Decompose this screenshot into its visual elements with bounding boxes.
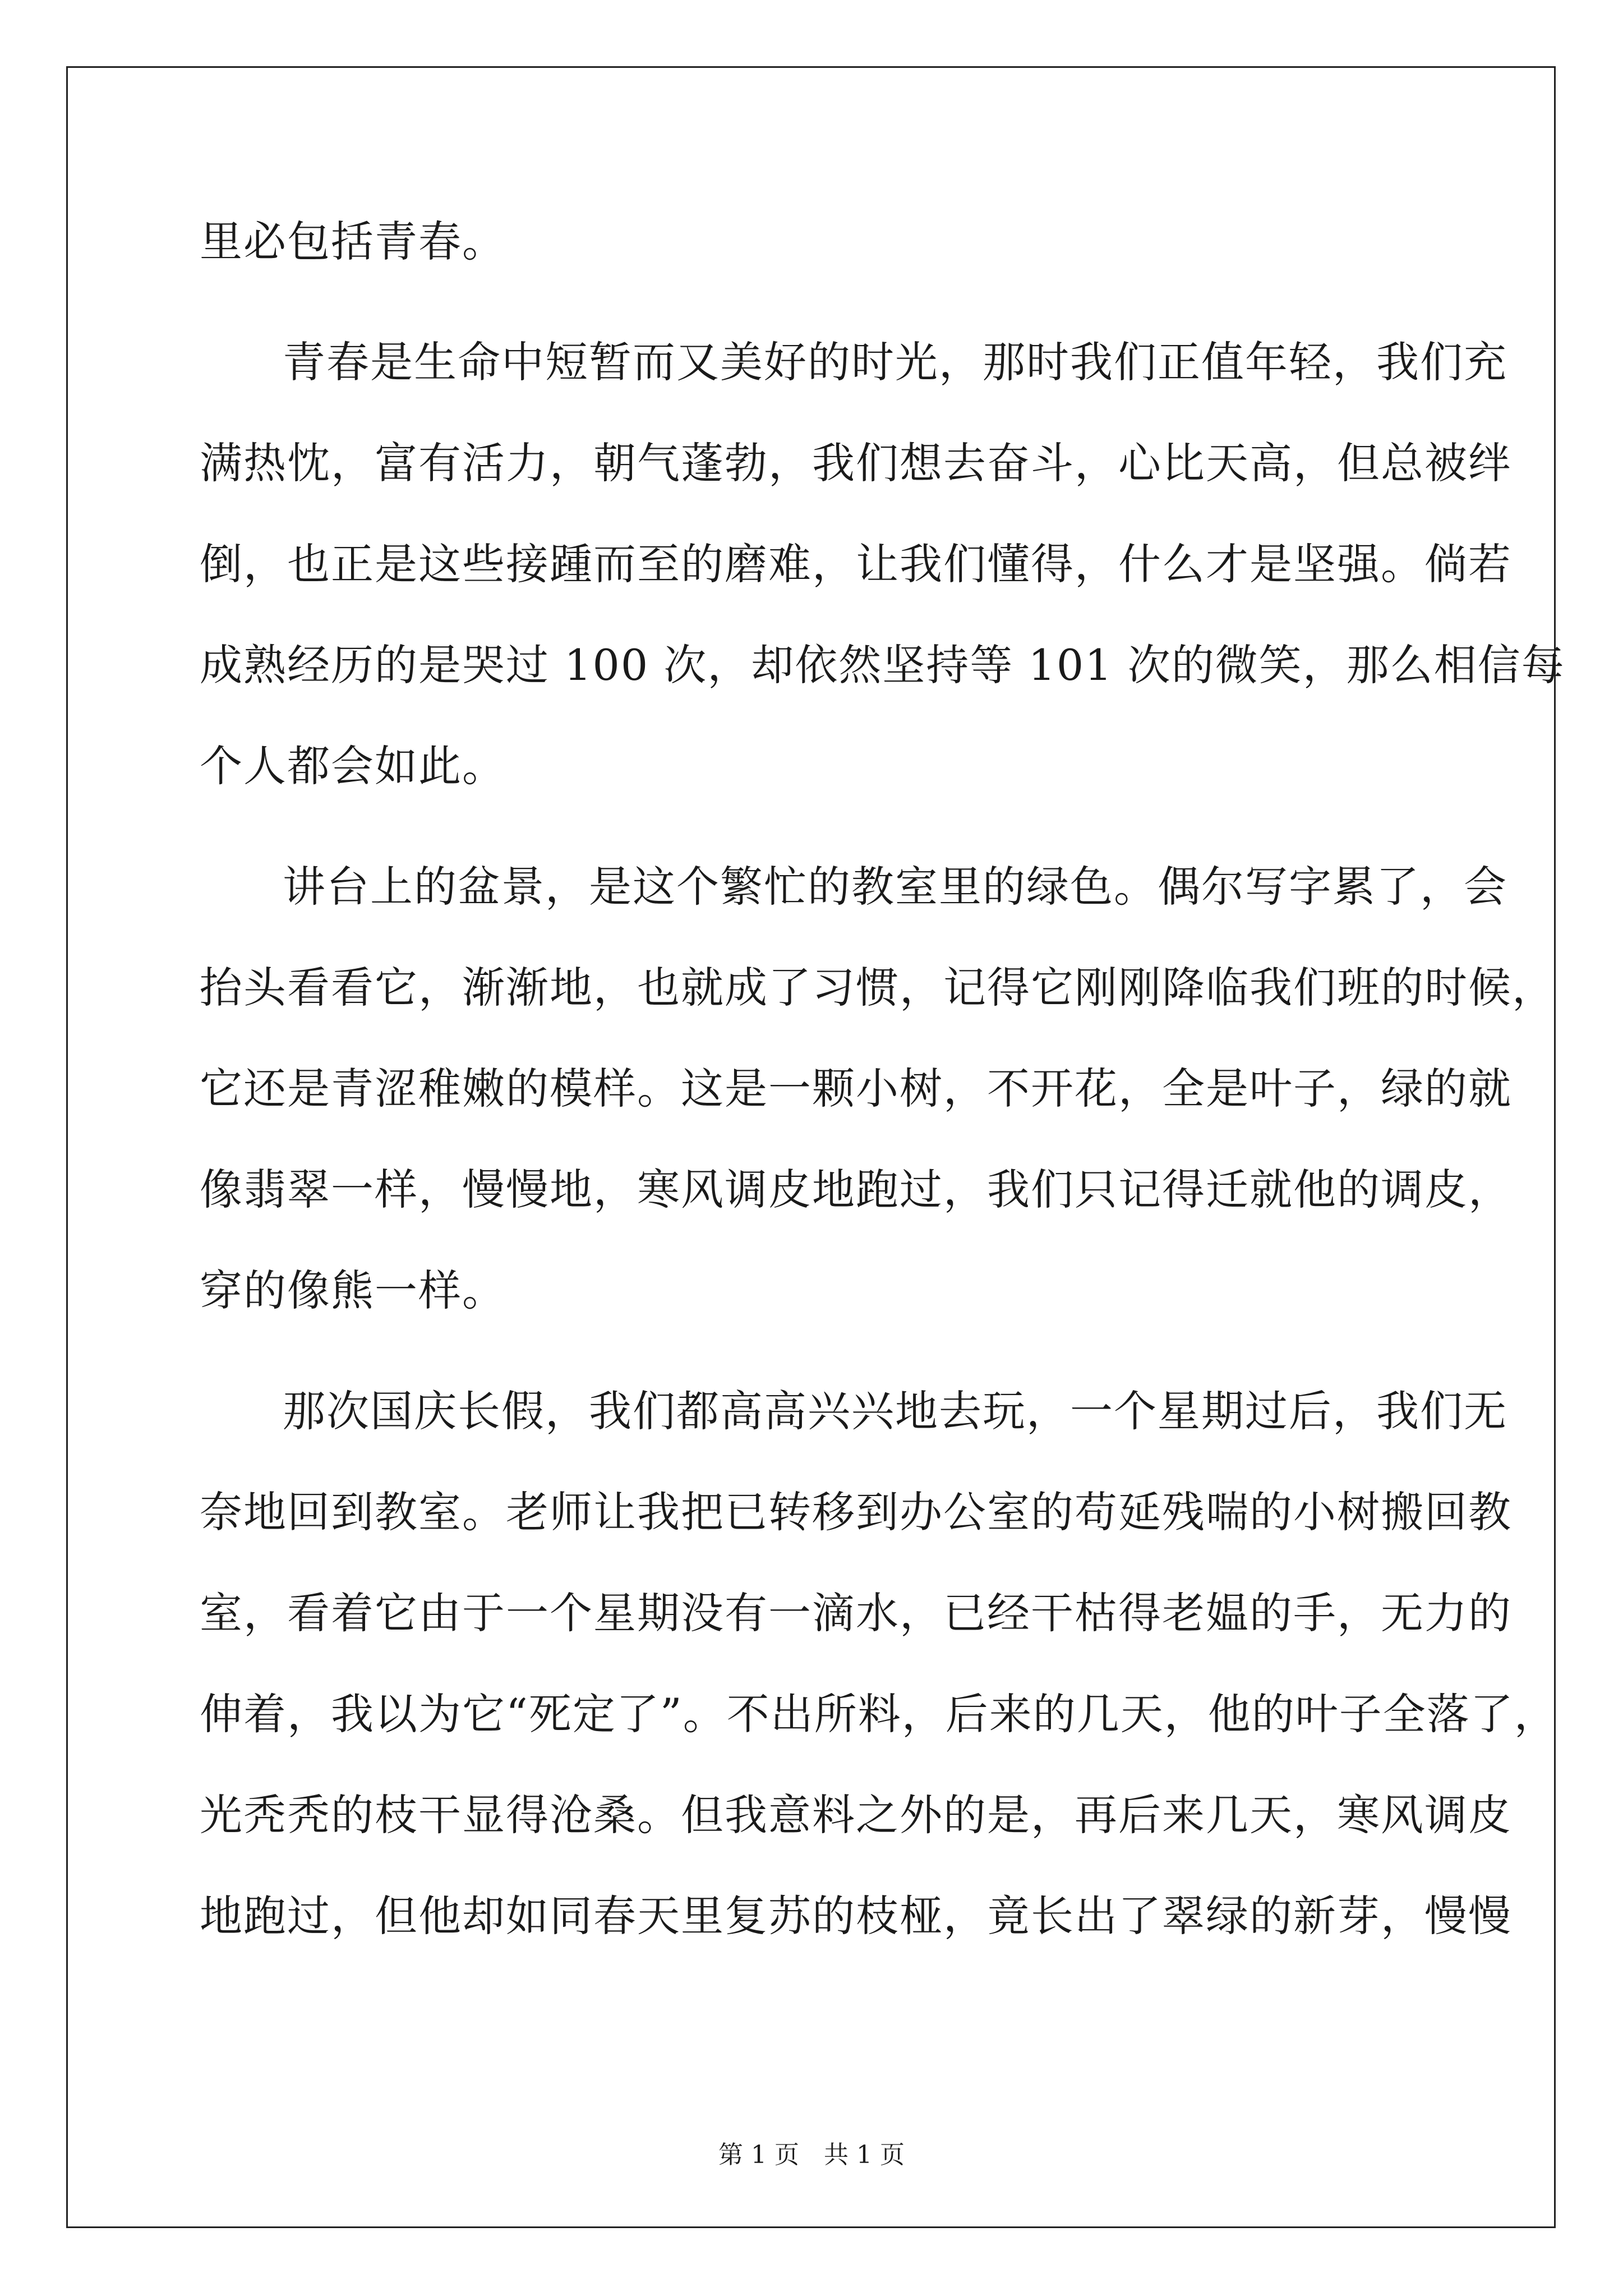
- text-line: 奈地回到教室。老师让我把已转移到办公室的苟延残喘的小树搬回教: [200, 1487, 1512, 1537]
- text-line: 倒，也正是这些接踵而至的磨难，让我们懂得，什么才是坚强。倘若: [200, 539, 1512, 589]
- text-line: 抬头看看它，渐渐地，也就成了习惯，记得它刚刚降临我们班的时候，: [200, 963, 1556, 1013]
- text-line: 穿的像熊一样。: [200, 1266, 506, 1315]
- text-line: 它还是青涩稚嫩的模样。这是一颗小树，不开花，全是叶子，绿的就: [200, 1064, 1512, 1114]
- page-number-footer: 第 1 页 共 1 页: [718, 2141, 905, 2169]
- paragraph-first-line: 青春是生命中短暂而又美好的时光，那时我们正值年轻，我们充: [283, 337, 1507, 387]
- text-line: 里必包括青春。: [200, 217, 506, 266]
- text-line: 满热忱，富有活力，朝气蓬勃，我们想去奋斗，心比天高，但总被绊: [200, 438, 1512, 488]
- text-line: 室，看着它由于一个星期没有一滴水，已经干枯得老媪的手，无力的: [200, 1588, 1512, 1638]
- text-line: 像翡翠一样，慢慢地，寒风调皮地跑过，我们只记得迁就他的调皮，: [200, 1165, 1512, 1214]
- paragraph-first-line: 那次国庆长假，我们都高高兴兴地去玩，一个星期过后，我们无: [283, 1386, 1507, 1436]
- text-line: 成熟经历的是哭过 100 次，却依然坚持等 101 次的微笑，那么相信每: [200, 640, 1565, 690]
- text-line: 伸着，我以为它“死定了”。不出所料，后来的几天，他的叶子全落了，: [200, 1689, 1558, 1739]
- text-line: 光秃秃的枝干显得沧桑。但我意料之外的是，再后来几天，寒风调皮: [200, 1790, 1512, 1840]
- paragraph-first-line: 讲台上的盆景，是这个繁忙的教室里的绿色。偶尔写字累了，会: [283, 862, 1507, 912]
- text-line: 个人都会如此。: [200, 741, 506, 791]
- text-line: 地跑过，但他却如同春天里复苏的枝桠，竟长出了翠绿的新芽，慢慢: [200, 1891, 1512, 1941]
